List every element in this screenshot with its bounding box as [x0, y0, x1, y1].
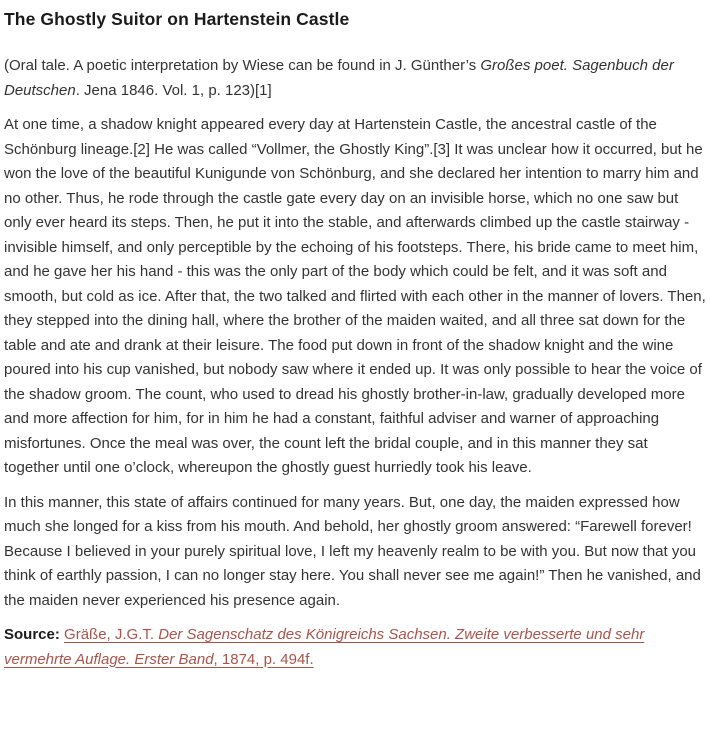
- intro-citation-italic: Großes poet. Sagenbuch der Deutschen: [4, 57, 674, 99]
- source-line: [4, 623, 706, 672]
- source-link[interactable]: [4, 626, 644, 668]
- story-paragraph-1: At one time, a shadow knight appeared every day at Hartenstein Castle, the ancestral castle of the Schönburg lineage.[2] He was called “Vollmer, the Ghostly King”.[3] It was unclear how it occurred, but he won the love of the beautiful Kunigunde von Schönburg, and she declared her intention to marry him and no other. Thus, he rode through the castle gate every day on an invisible horse, which no one saw but only ever heard its steps. Then, he put it into the stable, and afterwards climbed up the castle stairway - invisible himself, and only perceptible by the echoing of his footsteps. There, his bride came to meet him, and he gave her his hand - this was the only part of the body which could be felt, and it was soft and smooth, but cold as ice. After that, the two talked and flirted with each other in the manner of lovers. Then, they stepped into the dining hall, where the brother of the maiden waited, and all three sat down for the table and ate and drank at their leisure. The food put down in front of the shadow knight and the wine poured into his cup vanished, but nobody saw where it ended up. It was only possible to hear the voice of the shadow groom. The count, who used to dread his ghostly brother-in-law, gradually developed more and more affection for him, for in him he had a constant, faithful adviser and warner of approaching misfortunes. Once the meal was over, the count left the bridal couple, and in this manner they sat together until one o’clock, whereupon the ghostly guest hurriedly took his leave.: [4, 116, 706, 476]
- source-link-title-italic: Der Sagenschatz des Königreichs Sachsen. Zweite verbesserte und sehr vermehrte Auflage. Erster Band: [4, 626, 645, 668]
- source-link-year-page: , 1874, p. 494f.: [213, 650, 314, 668]
- intro-text-post: . Jena 1846. Vol. 1, p. 123)[1]: [75, 81, 272, 99]
- story-paragraph-2: In this manner, this state of affairs continued for many years. But, one day, the maiden expressed how much she longed for a kiss from his mouth. And behold, her ghostly groom answered: “Farewell forever! Because I believed in your purely spiritual love, I left my heavenly realm to be with you. But now that you think of earthly passion, I can no longer stay here. You shall never see me again!” Then he vanished, and the maiden never experienced his presence again.: [4, 493, 701, 609]
- intro-text-pre: (Oral tale. A poetic interpretation by Wiese can be found in J. Günther’s: [4, 57, 481, 74]
- source-label: Source:: [4, 626, 60, 643]
- page-title: The Ghostly Suitor on Hartenstein Castle: [4, 9, 350, 29]
- source-link-author: Gräße, J.G.T.: [64, 626, 159, 643]
- intro-paragraph: [4, 54, 706, 103]
